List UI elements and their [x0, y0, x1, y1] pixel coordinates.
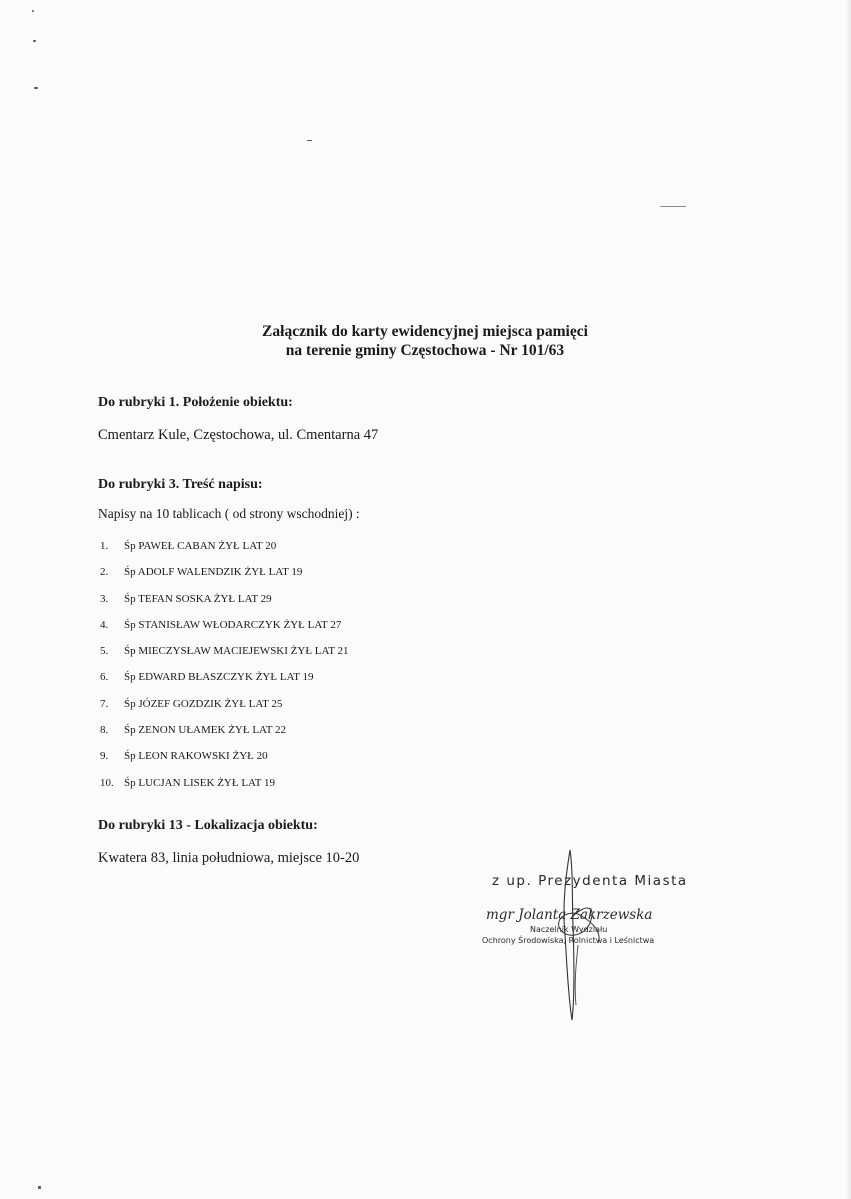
section13-text: Kwatera 83, linia południowa, miejsce 10-20: [98, 850, 360, 866]
list-item: 8. Śp ZENON UŁAMEK ŻYŁ LAT 22: [100, 724, 287, 737]
official-stamp: [470, 845, 700, 1025]
list-item: 2. Śp ADOLF WALENDZIK ŻYŁ LAT 19: [100, 566, 303, 579]
scan-speck: [34, 87, 38, 89]
document-title-line1: Załącznik do karty ewidencyjnej miejsca pamięci: [262, 323, 588, 340]
section1-text: Cmentarz Kule, Częstochowa, ul. Cmentarna 47: [98, 427, 379, 443]
list-item: 3. Śp TEFAN SOSKA ŻYŁ LAT 29: [100, 592, 272, 605]
stamp-department: Ochrony Środowiska, Rolnictwa i Leśnictwa: [482, 936, 655, 945]
section3-heading: Do rubryki 3. Treść napisu:: [98, 477, 263, 492]
list-item: 1. Śp PAWEŁ CABAN ŻYŁ LAT 20: [100, 540, 277, 552]
section3-intro: Napisy na 10 tablicach ( od strony wschodniej) :: [98, 506, 360, 521]
scan-speck: [307, 140, 312, 141]
handwritten-signature: [470, 845, 700, 1025]
scan-speck: [38, 1186, 41, 1189]
list-item: 6. Śp EDWARD BŁASZCZYK ŻYŁ LAT 19: [100, 671, 314, 684]
scan-speck: [32, 10, 34, 12]
list-item: 7. Śp JÓZEF GOZDZIK ŻYŁ LAT 25: [100, 697, 283, 710]
list-item: 9. Śp LEON RAKOWSKI ŻYŁ 20: [100, 750, 268, 763]
list-item: 4. Śp STANISŁAW WŁODARCZYK ŻYŁ LAT 27: [100, 618, 342, 631]
scan-speck: [33, 40, 36, 42]
section13-heading: Do rubryki 13 - Lokalizacja obiektu:: [98, 818, 318, 833]
inscription-list: [100, 538, 349, 801]
stamp-official-role: Naczelnik Wydziału: [530, 925, 608, 934]
section1-heading: Do rubryki 1. Położenie obiektu:: [98, 395, 293, 410]
scan-edge-shadow: [845, 0, 851, 1199]
stamp-official-name: mgr Jolanta Zakrzewska: [486, 907, 653, 923]
list-item: 10. Śp LUCJAN LISEK ŻYŁ LAT 19: [100, 776, 276, 789]
stamp-authorization: z up. Prezydenta Miasta: [492, 873, 688, 889]
list-item: 5. Śp MIECZYSŁAW MACIEJEWSKI ŻYŁ LAT 21: [100, 645, 349, 658]
document-title-line2: na terenie gminy Częstochowa - Nr 101/63: [285, 342, 565, 359]
scan-speck: [660, 206, 686, 207]
